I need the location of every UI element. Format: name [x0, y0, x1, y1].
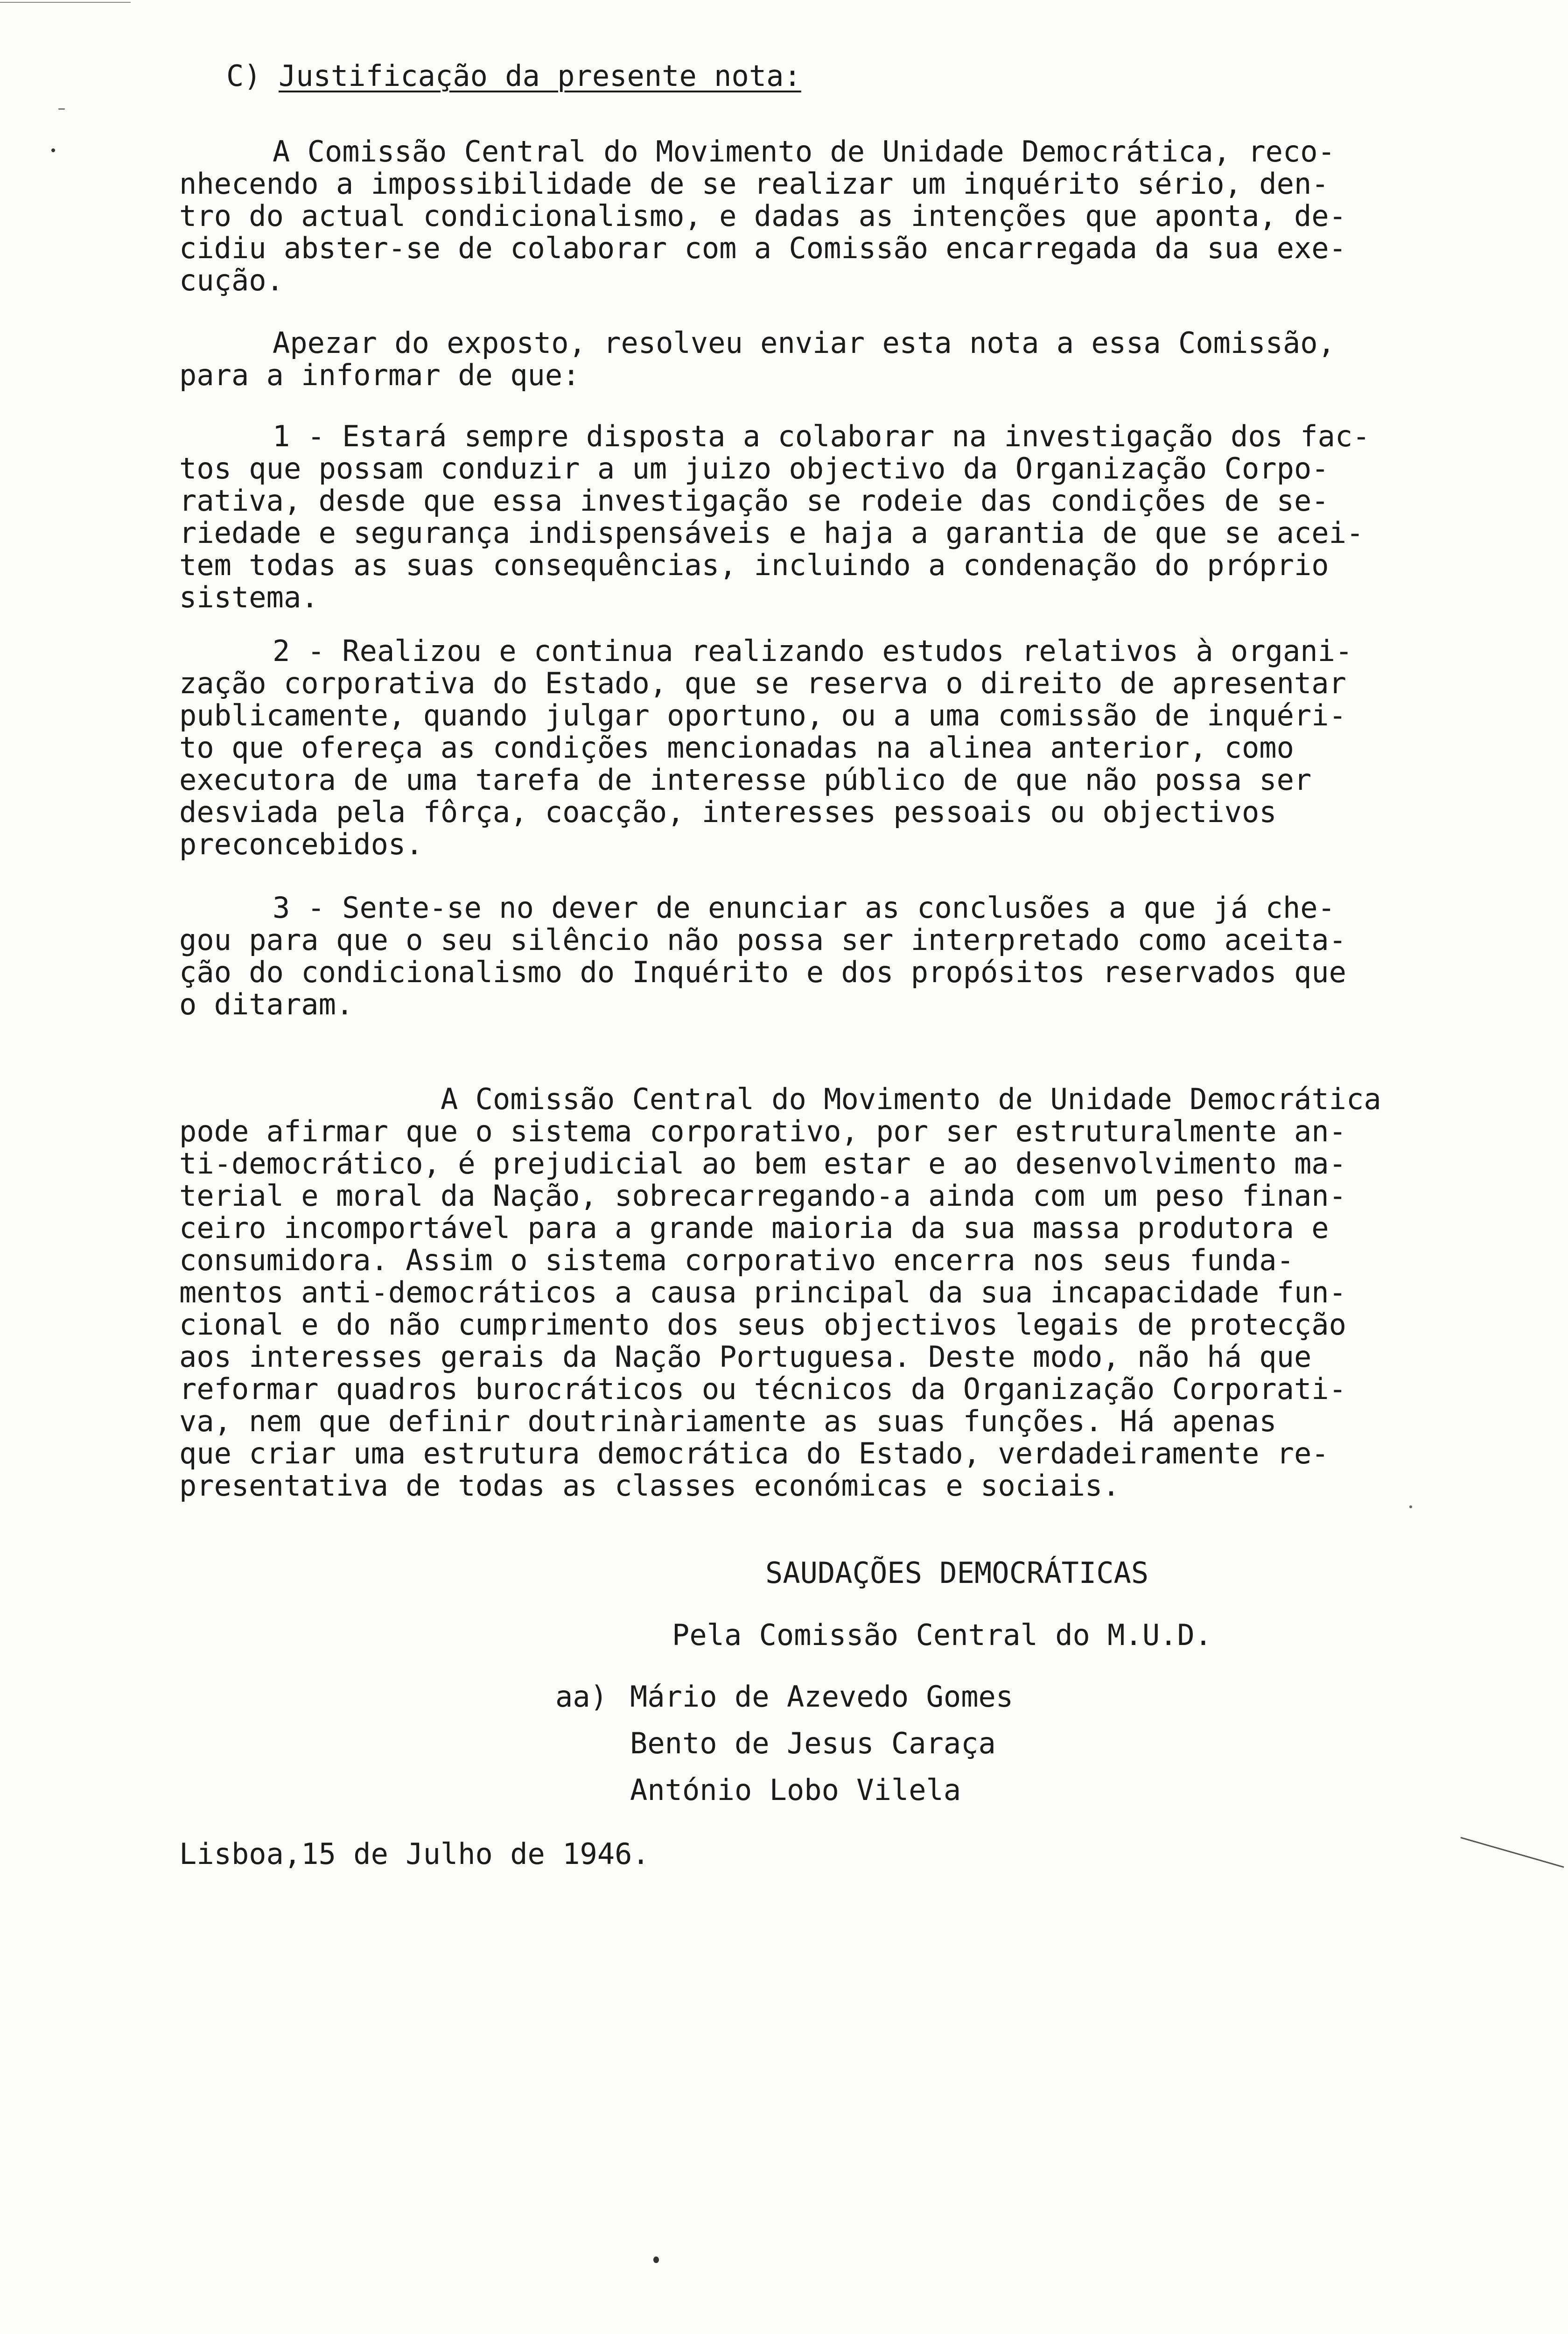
- paragraph-line: cional e do não cumprimento dos seus objectivos legais de protecção: [179, 1308, 1346, 1342]
- ink-speck: [58, 108, 65, 110]
- paragraph-line: consumidora. Assim o sistema corporativo encerra nos seus funda-: [179, 1243, 1294, 1277]
- paragraph-line: rativa, desde que essa investigação se rodeie das condições de se-: [179, 484, 1329, 518]
- paragraph-line: pode afirmar que o sistema corporativo, por ser estruturalmente an-: [179, 1114, 1346, 1148]
- ink-speck: [1409, 1505, 1412, 1508]
- paragraph-line: tro do actual condicionalismo, e dadas as intenções que aponta, de-: [179, 199, 1346, 233]
- paragraph-line: A Comissão Central do Movimento de Unidade Democrática, reco-: [273, 134, 1335, 169]
- paragraph-line: que criar uma estrutura democrática do Estado, verdadeiramente re-: [179, 1436, 1329, 1470]
- paragraph-line: para a informar de que:: [179, 358, 580, 392]
- paragraph-line: tem todas as suas consequências, incluindo a condenação do próprio: [179, 548, 1329, 582]
- paragraph-line: ti-democrático, é prejudicial ao bem estar e ao desenvolvimento ma-: [179, 1146, 1346, 1181]
- paragraph-line: va, nem que definir doutrinàriamente as suas funções. Há apenas: [179, 1404, 1277, 1438]
- paragraph-line: ceiro incomportável para a grande maioria da sua massa produtora e: [179, 1211, 1329, 1245]
- item-2-paragraph: [179, 635, 1458, 860]
- paragraph-line: presentativa de todas as classes económicas e sociais.: [179, 1469, 1120, 1503]
- section-heading: [226, 60, 801, 92]
- pencil-stroke: [1461, 1837, 1564, 1868]
- paragraph-line: to que ofereça as condições mencionadas na alinea anterior, como: [179, 731, 1294, 765]
- paragraph-line: executora de uma tarefa de interesse público de que não possa ser: [179, 763, 1312, 797]
- paragraph-line: ção do condicionalismo do Inquérito e dos propósitos reservados que: [179, 955, 1346, 989]
- paragraph-line: cução.: [179, 263, 284, 297]
- paragraph-line: 3 - Sente-se no dever de enunciar as conclusões a que já che-: [273, 891, 1335, 925]
- paragraph-line: o ditaram.: [179, 987, 354, 1021]
- paragraph-line: mentos anti-democráticos a causa principal da sua incapacidade fun-: [179, 1275, 1346, 1309]
- paragraph-line: preconcebidos.: [179, 827, 423, 861]
- item-3-paragraph: [179, 892, 1458, 1020]
- paragraph-line: nhecendo a impossibilidade de se realizar um inquérito sério, den-: [179, 167, 1329, 201]
- paragraph-line: Apezar do exposto, resolveu enviar esta nota a essa Comissão,: [273, 326, 1335, 360]
- paragraph-line: desviada pela fôrça, coacção, interesses pessoais ou objectivos: [179, 795, 1277, 829]
- paragraph-line: riedade e segurança indispensáveis e haja a garantia de que se acei-: [179, 516, 1364, 550]
- intro-paragraph: [179, 135, 1458, 296]
- section-title: Justificação da presente nota:: [278, 59, 801, 93]
- place-and-date: Lisboa,15 de Julho de 1946.: [179, 1837, 650, 1871]
- paragraph-line: 2 - Realizou e continua realizando estudos relativos à organi-: [273, 634, 1353, 668]
- paragraph-line: gou para que o seu silêncio não possa ser interpretado como aceita-: [179, 923, 1346, 957]
- paragraph-line: cidiu abster-se de colaborar com a Comissão encarregada da sua exe-: [179, 231, 1346, 265]
- item-1-paragraph: [179, 420, 1458, 613]
- edge-artifact: [0, 2, 131, 3]
- paragraph-line: reformar quadros burocráticos ou técnicos da Organização Corporati-: [179, 1372, 1346, 1406]
- paragraph-line: A Comissão Central do Movimento de Unidade Democrática: [441, 1082, 1381, 1116]
- signatory-name: Bento de Jesus Caraça: [630, 1726, 996, 1760]
- paragraph-line: tos que possam conduzir a um juizo objectivo da Organização Corpo-: [179, 451, 1329, 485]
- apezar-paragraph: [179, 327, 1458, 391]
- by-line: Pela Comissão Central do M.U.D.: [672, 1618, 1212, 1652]
- conclusion-paragraph: [179, 1083, 1458, 1502]
- paragraph-line: 1 - Estará sempre disposta a colaborar na investigação dos fac-: [273, 419, 1370, 453]
- signatory-name: António Lobo Vilela: [630, 1773, 961, 1807]
- signatory-name: Mário de Azevedo Gomes: [630, 1680, 1014, 1714]
- ink-speck: [51, 148, 55, 152]
- closing-salutation: SAUDAÇÕES DEMOCRÁTICAS: [765, 1556, 1149, 1590]
- signatories-prefix: aa): [555, 1680, 608, 1714]
- section-label: C): [226, 59, 261, 93]
- paragraph-line: terial e moral da Nação, sobrecarregando-a ainda com um peso finan-: [179, 1179, 1346, 1213]
- paragraph-line: zação corporativa do Estado, que se reserva o direito de apresentar: [179, 666, 1346, 700]
- ink-speck: [653, 2257, 659, 2263]
- paragraph-line: aos interesses gerais da Nação Portuguesa. Deste modo, não há que: [179, 1340, 1312, 1374]
- paragraph-line: publicamente, quando julgar oportuno, ou a uma comissão de inquéri-: [179, 698, 1346, 732]
- paragraph-line: sistema.: [179, 580, 319, 614]
